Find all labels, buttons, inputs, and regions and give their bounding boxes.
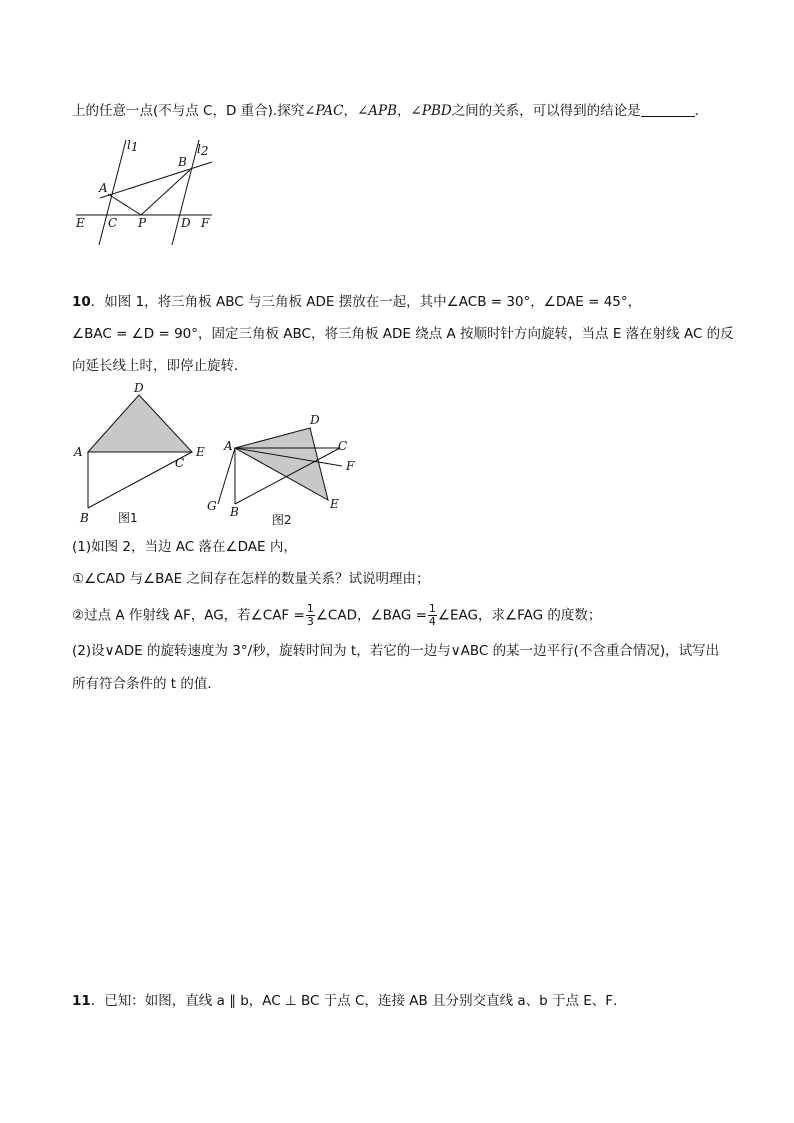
triangle-ade-rotated	[235, 428, 328, 500]
q10-part1b-pre: ②过点 A 作射线 AF，AG，若∠CAF =	[72, 607, 305, 624]
q11-line	[72, 991, 627, 1011]
fig2-caption: 图2	[272, 513, 292, 527]
label-l1: l1	[127, 138, 139, 154]
label-d: D	[181, 216, 191, 230]
fig2-label-c: C	[338, 439, 348, 453]
label-a: A	[99, 181, 108, 195]
q10-part1-text: (1)如图 2，当边 AC 落在∠DAE 内，	[72, 539, 297, 555]
fig2-label-g: G	[207, 499, 217, 513]
label-l2: l2	[197, 142, 209, 158]
q9-angle-pbd: ∠PBD	[410, 103, 452, 119]
q9-answer-blank[interactable]	[641, 102, 695, 117]
triangle-ade	[88, 395, 192, 452]
fig1-label-b: B	[80, 511, 89, 525]
label-e: E	[76, 216, 85, 230]
seg-ap	[108, 194, 141, 215]
q10-number: 10	[72, 294, 91, 310]
label-c: C	[108, 216, 118, 230]
q9-end: .	[694, 103, 699, 119]
q9-figure	[72, 138, 222, 248]
q10-line2	[72, 324, 734, 344]
q10-part2-text2: 所有符合条件的 t 的值．	[72, 676, 221, 692]
q10-part1b-post: ∠EAG，求∠FAG 的度数；	[437, 607, 602, 624]
q10-part1	[72, 537, 297, 557]
q10-line3-text: 向延长线上时，即停止旋转．	[72, 358, 248, 374]
fig1-label-a: A	[74, 445, 83, 459]
label-b: B	[178, 155, 187, 169]
fraction-one-quarter: $\frac{1}{4}$	[428, 602, 436, 628]
fig2-label-a: A	[224, 439, 233, 453]
q10-figure1	[70, 380, 215, 530]
fig2-label-f: F	[346, 459, 355, 473]
q9-text-line	[72, 101, 699, 121]
label-p: P	[138, 216, 147, 230]
fig1-caption: 图1	[118, 511, 138, 525]
q11-text: ．已知：如图，直线 a ∥ b，AC ⊥ BC 于点 C，连接 AB 且分别交直线 a、b 于点 E、F．	[90, 993, 627, 1009]
fig2-label-b: B	[230, 505, 239, 519]
q10-line1-text: ．如图 1，将三角板 ABC 与三角板 ADE 摆放在一起，其中∠ACB = 30°，∠DAE = 45°，	[90, 294, 642, 310]
q10-part2-text1: (2)设∨ADE 的旋转速度为 3°/秒，旋转时间为 t，若它的一边与∨ABC 的某一边平行(不含重合情况)，试写出	[72, 643, 720, 659]
q10-part2-line1	[72, 641, 719, 661]
q10-part2-line2	[72, 674, 221, 694]
q10-line3	[72, 356, 248, 376]
q9-angle-apb: ∠APB	[356, 103, 398, 119]
q10-part1b-mid: ∠CAD，∠BAG =	[315, 607, 427, 624]
q10-figure2	[200, 408, 370, 533]
label-f: F	[201, 216, 210, 230]
q10-part1b	[72, 603, 601, 628]
q9-text-a: 上的任意一点(不与点 C，D 重合).探究	[72, 103, 305, 119]
q9-sep1: ，	[343, 103, 357, 119]
q10-part1a-text: ①∠CAD 与∠BAE 之间存在怎样的数量关系？试说明理由；	[72, 571, 430, 587]
fig2-label-e: E	[330, 497, 339, 511]
ray-ag	[218, 448, 235, 504]
fig1-label-c: C	[175, 456, 185, 470]
q10-line1	[72, 292, 641, 312]
fraction-one-third: $\frac{1}{3}$	[306, 602, 314, 628]
line-ab	[100, 162, 212, 198]
q9-text-b: 之间的关系，可以得到的结论是	[451, 103, 641, 119]
q11-number: 11	[72, 993, 91, 1009]
fig1-label-d: D	[134, 381, 144, 395]
q10-part1a	[72, 569, 429, 589]
q9-angle-pac: ∠PAC	[304, 103, 344, 119]
q9-sep2: ，	[397, 103, 411, 119]
fig2-label-d: D	[310, 413, 320, 427]
q10-line2-text: ∠BAC = ∠D = 90°，固定三角板 ABC，将三角板 ADE 绕点 A 按顺时针方向旋转，当点 E 落在射线 AC 的反	[72, 326, 734, 342]
fig1-label-e: E	[196, 445, 205, 459]
